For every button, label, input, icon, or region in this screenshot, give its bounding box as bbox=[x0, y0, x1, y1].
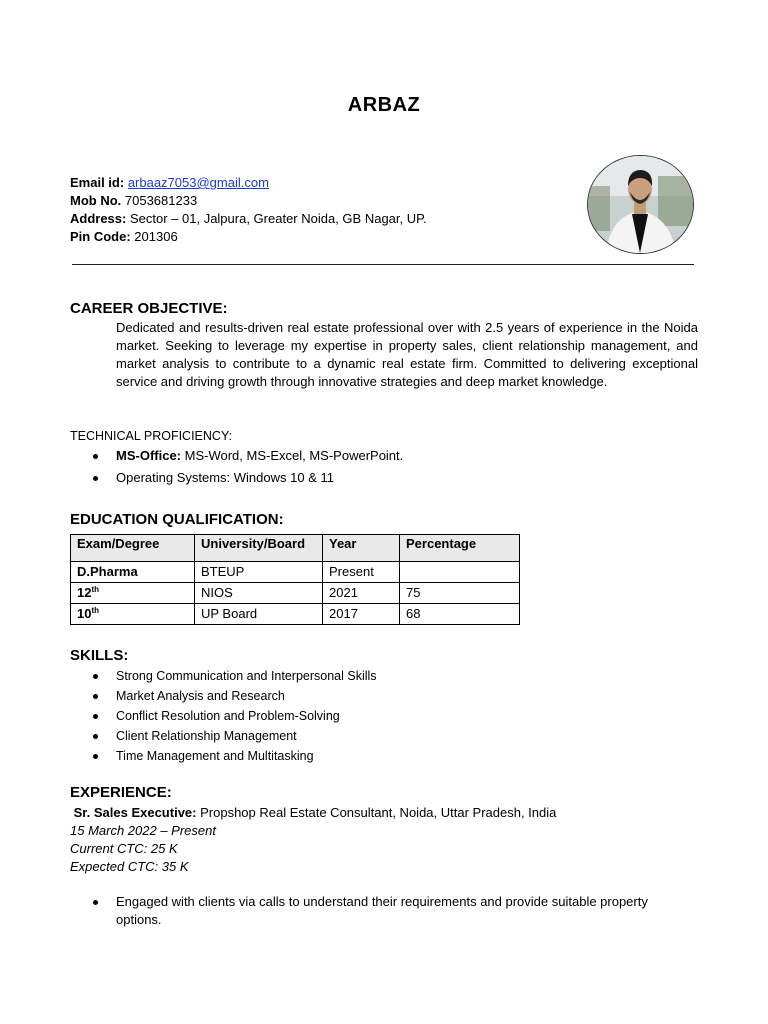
list-item: Engaged with clients via calls to understand their requirements and provide suitable property options. bbox=[0, 893, 660, 929]
experience-block bbox=[70, 804, 556, 876]
skills-list bbox=[0, 667, 377, 767]
bullet-icon bbox=[93, 734, 98, 739]
period-text: 15 March 2022 – Present bbox=[70, 823, 216, 838]
list-item: Market Analysis and Research bbox=[0, 687, 377, 707]
list-item: Time Management and Multitasking bbox=[0, 747, 377, 767]
percentage-cell: 68 bbox=[400, 604, 520, 625]
header-divider bbox=[72, 264, 694, 265]
current-ctc: Current CTC: 25 K bbox=[70, 841, 178, 856]
pin-value: 201306 bbox=[134, 229, 178, 244]
tech-text: MS-Word, MS-Excel, MS-PowerPoint. bbox=[184, 448, 404, 463]
experience-list bbox=[0, 893, 660, 929]
year-cell: 2021 bbox=[323, 583, 400, 604]
column-header: University/Board bbox=[195, 535, 323, 562]
career-objective-text: Dedicated and results-driven real estate professional over with 2.5 years of experience in the Noida market. Seeking to leverage my expertise in property sales, client relationship management, and market analysis to contribute to a dynamic real estate firm. Committed to delivering exceptional service and driving growth through innovative strategies and deep market knowledge. bbox=[116, 320, 698, 389]
bullet-icon bbox=[93, 454, 98, 459]
pin-row bbox=[70, 228, 427, 246]
email-label: Email id: bbox=[70, 175, 125, 190]
mobile-label: Mob No. bbox=[70, 193, 122, 208]
technical-list bbox=[0, 447, 403, 491]
expected-ctc: Expected CTC: 35 K bbox=[70, 859, 189, 874]
column-header: Year bbox=[323, 535, 400, 562]
list-item: Client Relationship Management bbox=[0, 727, 377, 747]
career-objective-heading: CAREER OBJECTIVE: bbox=[70, 300, 228, 317]
board-cell: NIOS bbox=[195, 583, 323, 604]
list-item bbox=[0, 469, 403, 491]
mobile-row bbox=[70, 192, 427, 210]
tech-label: MS-Office: bbox=[116, 448, 181, 463]
tech-text: Operating Systems: Windows 10 & 11 bbox=[116, 470, 334, 485]
role-label: Sr. Sales Executive: bbox=[73, 805, 197, 820]
column-header: Percentage bbox=[400, 535, 520, 562]
board-cell: BTEUP bbox=[195, 562, 323, 583]
pin-label: Pin Code: bbox=[70, 229, 131, 244]
email-row bbox=[70, 174, 427, 192]
address-row bbox=[70, 210, 427, 228]
table-row bbox=[71, 583, 520, 604]
degree-cell: D.Pharma bbox=[71, 562, 195, 583]
candidate-name: ARBAZ bbox=[347, 94, 421, 116]
bullet-icon bbox=[93, 900, 98, 905]
contact-block bbox=[70, 174, 427, 246]
degree-cell: 12th bbox=[71, 583, 195, 604]
bullet-icon bbox=[93, 476, 98, 481]
education-table bbox=[70, 534, 520, 625]
education-heading: EDUCATION QUALIFICATION: bbox=[70, 511, 284, 528]
degree-cell: 10th bbox=[71, 604, 195, 625]
role-line bbox=[70, 804, 556, 822]
bullet-icon bbox=[93, 754, 98, 759]
table-row bbox=[71, 604, 520, 625]
bullet-icon bbox=[93, 674, 98, 679]
list-item: Conflict Resolution and Problem-Solving bbox=[0, 707, 377, 727]
list-item: Strong Communication and Interpersonal Skills bbox=[0, 667, 377, 687]
percentage-cell bbox=[400, 562, 520, 583]
address-value: Sector – 01, Jalpura, Greater Noida, GB Nagar, UP. bbox=[129, 211, 427, 226]
percentage-cell: 75 bbox=[400, 583, 520, 604]
experience-heading: EXPERIENCE: bbox=[70, 784, 172, 801]
column-header: Exam/Degree bbox=[71, 535, 195, 562]
bullet-icon bbox=[93, 714, 98, 719]
table-header-row bbox=[71, 535, 520, 562]
board-cell: UP Board bbox=[195, 604, 323, 625]
mobile-value: 7053681233 bbox=[124, 193, 198, 208]
technical-proficiency-heading: TECHNICAL PROFICIENCY: bbox=[70, 429, 233, 443]
profile-photo bbox=[587, 155, 694, 254]
email-link[interactable]: arbaaz7053@gmail.com bbox=[127, 175, 269, 190]
table-row bbox=[71, 562, 520, 583]
company-text: Propshop Real Estate Consultant, Noida, Uttar Pradesh, India bbox=[200, 805, 557, 820]
bullet-icon bbox=[93, 694, 98, 699]
list-item bbox=[0, 447, 403, 469]
skills-heading: SKILLS: bbox=[70, 647, 129, 664]
year-cell: Present bbox=[323, 562, 400, 583]
profile-photo-icon bbox=[588, 156, 693, 253]
address-label: Address: bbox=[70, 211, 127, 226]
year-cell: 2017 bbox=[323, 604, 400, 625]
